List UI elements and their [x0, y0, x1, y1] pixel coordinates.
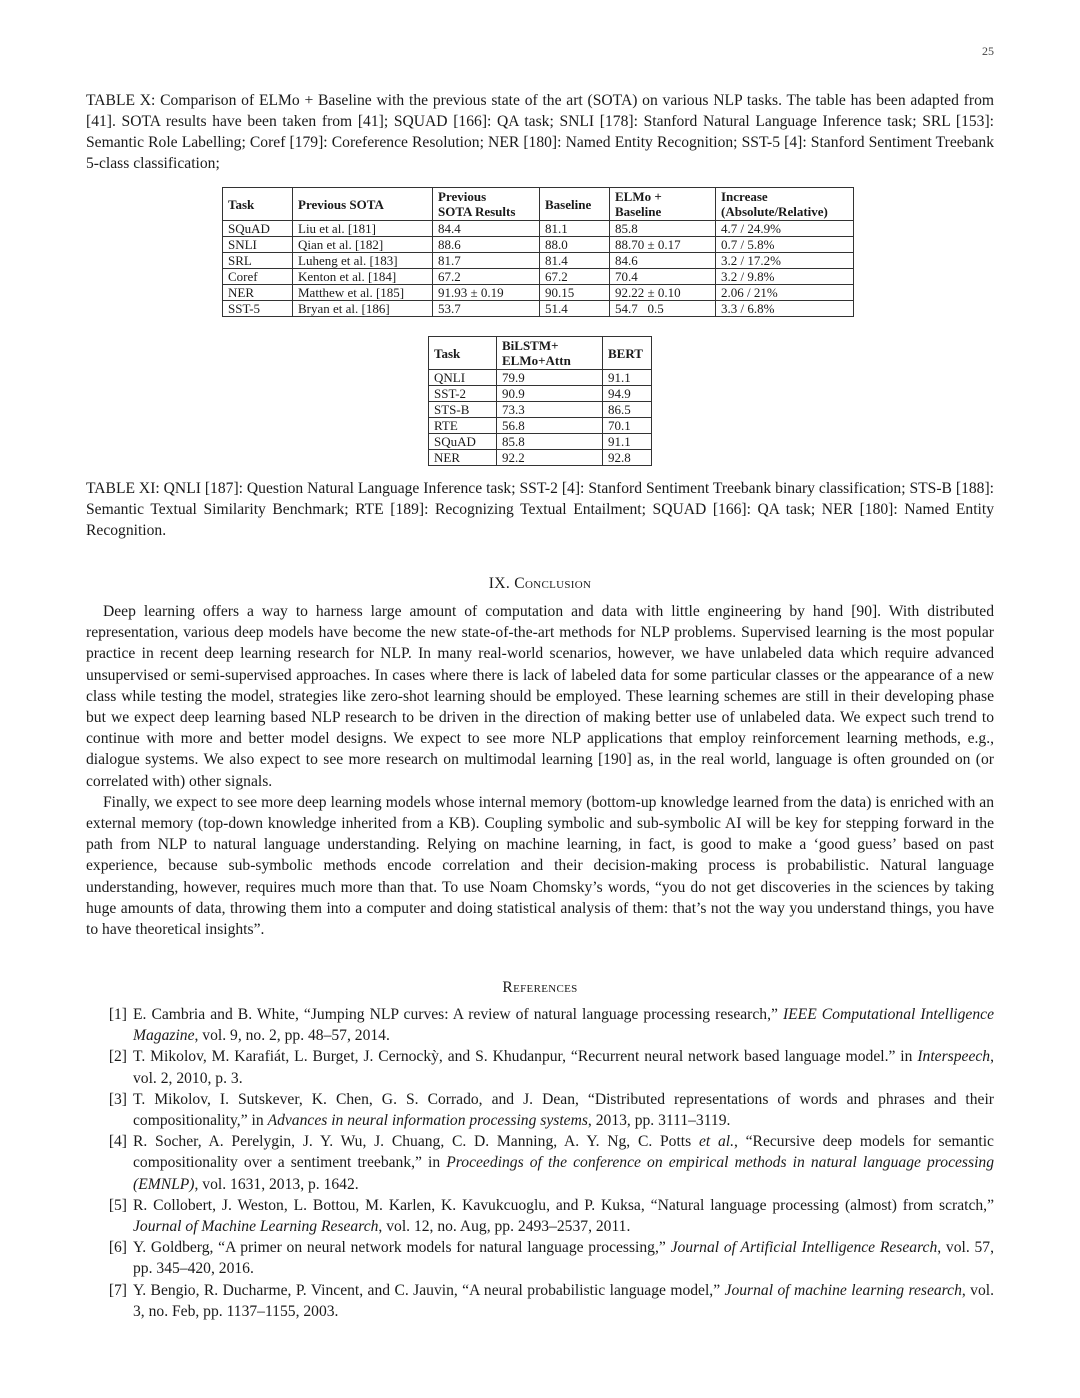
col-header-task [429, 337, 497, 370]
header-text: SOTA Results [438, 204, 516, 219]
table-row [223, 285, 854, 301]
reference-item [86, 1004, 994, 1046]
cell-task: NER [223, 285, 293, 301]
cell-previous-sota: Luheng et al. [183] [293, 253, 433, 269]
reference-authors-title: T. Mikolov, I. Sutskever, K. Chen, G. S. Corrado, and J. Dean, “Distributed representations of words and phrases and their compositionality,” in [133, 1090, 994, 1130]
section-title: Conclusion [514, 575, 592, 592]
col-header-previous-sota-results [433, 188, 540, 221]
cell-elmo-baseline: 85.8 [610, 221, 716, 237]
cell-bert: 91.1 [603, 370, 652, 386]
reference-authors-title: Y. Goldberg, “A primer on neural network models for natural language processing,” [133, 1239, 671, 1257]
reference-item [86, 1131, 994, 1195]
cell-task: STS-B [429, 402, 497, 418]
section-heading-conclusion [0, 575, 1080, 593]
reference-venue: Interspeech [917, 1048, 991, 1066]
table-row [429, 418, 652, 434]
cell-bert: 86.5 [603, 402, 652, 418]
table-row [223, 221, 854, 237]
cell-increase: 0.7 / 5.8% [716, 237, 854, 253]
header-text: Baseline [545, 196, 592, 212]
cell-previous-sota: Kenton et al. [184] [293, 269, 433, 285]
header-text: Task [434, 345, 461, 361]
page-number: 25 [982, 44, 994, 58]
reference-details: , 2013, pp. 3111–3119. [587, 1112, 731, 1130]
reference-details: , vol. 3, no. Feb, pp. 1137–1155, 2003. [133, 1281, 995, 1320]
cell-task: SNLI [223, 237, 293, 253]
reference-number: [1] [108, 1006, 127, 1023]
cell-previous-sota-results: 53.7 [433, 301, 540, 317]
reference-text [133, 1195, 994, 1237]
cell-increase: 4.7 / 24.9% [716, 221, 854, 237]
header-text: ELMo + [615, 189, 662, 204]
cell-increase: 3.2 / 9.8% [716, 269, 854, 285]
header-text: BiLSTM+ [502, 338, 559, 353]
table-row [429, 370, 652, 386]
cell-baseline: 51.4 [540, 301, 610, 317]
cell-task: SQuAD [429, 434, 497, 450]
cell-previous-sota-results: 67.2 [433, 269, 540, 285]
cell-previous-sota-results: 91.93 ± 0.19 [433, 285, 540, 301]
header-text: Task [228, 196, 255, 212]
header-text: Increase [721, 189, 768, 204]
cell-baseline: 88.0 [540, 237, 610, 253]
table-row [429, 386, 652, 402]
reference-details: , vol. 12, no. Aug, pp. 2493–2537, 2011. [378, 1218, 631, 1236]
reference-number: [4] [108, 1133, 127, 1151]
reference-list [86, 1004, 994, 1322]
cell-previous-sota: Matthew et al. [185] [293, 285, 433, 301]
table-x [222, 187, 854, 317]
section-number: IX. [488, 575, 511, 592]
cell-baseline: 81.1 [540, 221, 610, 237]
reference-text [133, 1280, 994, 1322]
cell-bilstm-elmo-attn: 73.3 [497, 402, 603, 418]
reference-venue: Proceedings of the conference on empirical methods in natural language processing (EMNLP) [133, 1154, 994, 1193]
reference-venue: Advances in neural information processing systems [267, 1112, 588, 1130]
cell-bilstm-elmo-attn: 90.9 [497, 386, 603, 402]
header-text: (Absolute/Relative) [721, 204, 828, 219]
col-header-bert [603, 337, 652, 370]
reference-text [133, 1237, 994, 1279]
reference-details: , vol. 2, 2010, p. 3. [133, 1048, 994, 1087]
col-header-increase [716, 188, 854, 221]
paragraph: Finally, we expect to see more deep learning models whose internal memory (bottom-up knowledge learned from the data) is enriched with an external memory (top-down knowledge inherited from a KB). Coupling symbolic and sub-symbolic AI will be key for stepping forward in the path from NLP to natural language understanding. Relying on machine learning, in fact, is good to make a ‘good guess’ based on past experience, because sub-symbolic methods encode correlation and their decision-making process is probabilistic. Natural language understanding, however, requires much more than that. To use Noam Chomsky’s words, “you do not get discoveries in the sciences by taking huge amounts of data, throwing them into a computer and doing statistical analysis of them: that’s not the way you understand things, you have to have theoretical insights”. [86, 793, 994, 939]
cell-baseline: 81.4 [540, 253, 610, 269]
cell-task: RTE [429, 418, 497, 434]
reference-details: , vol. 57, pp. 345–420, 2016. [133, 1239, 995, 1278]
reference-item [86, 1089, 994, 1131]
reference-number: [3] [108, 1090, 127, 1108]
reference-title: , “Recursive deep models for semantic compositionality over a sentiment treebank,” in [133, 1133, 994, 1172]
col-header-bilstm-elmo-attn [497, 337, 603, 370]
cell-elmo-baseline: 84.6 [610, 253, 716, 269]
cell-task: SRL [223, 253, 293, 269]
reference-item [86, 1195, 994, 1237]
reference-item [86, 1046, 994, 1088]
header-text: Baseline [615, 204, 662, 219]
reference-item [86, 1280, 994, 1322]
reference-authors-title: Y. Bengio, R. Ducharme, P. Vincent, and C. Jauvin, “A neural probabilistic language model,” [133, 1281, 725, 1299]
col-header-previous-sota [293, 188, 433, 221]
reference-number: [2] [108, 1048, 127, 1066]
cell-previous-sota-results: 88.6 [433, 237, 540, 253]
cell-bert: 70.1 [603, 418, 652, 434]
cell-bilstm-elmo-attn: 79.9 [497, 370, 603, 386]
cell-previous-sota: Qian et al. [182] [293, 237, 433, 253]
reference-number: [7] [108, 1281, 127, 1299]
header-text: ELMo+Attn [502, 353, 571, 368]
reference-et-al: et al. [698, 1133, 734, 1151]
reference-item [86, 1237, 994, 1279]
reference-venue: Journal of Machine Learning Research [133, 1218, 379, 1236]
cell-previous-sota-results: 84.4 [433, 221, 540, 237]
cell-task: SST-2 [429, 386, 497, 402]
reference-number: [6] [108, 1239, 127, 1257]
reference-authors-title: R. Collobert, J. Weston, L. Bottou, M. Karlen, K. Kavukcuoglu, and P. Kuksa, “Natural language processing (almost) from scratch,” [133, 1196, 994, 1214]
table-row [223, 269, 854, 285]
cell-task: SST-5 [223, 301, 293, 317]
cell-baseline: 67.2 [540, 269, 610, 285]
reference-text [133, 1089, 994, 1131]
cell-baseline: 90.15 [540, 285, 610, 301]
reference-authors-title: E. Cambria and B. White, “Jumping NLP curves: A review of natural language processing research,” [133, 1006, 783, 1023]
header-text: Previous SOTA [298, 196, 384, 212]
section-heading-references: References [502, 979, 578, 996]
header-text: BERT [608, 345, 643, 361]
table-xi [428, 336, 652, 466]
table-row [429, 450, 652, 466]
table-row [429, 434, 652, 450]
cell-bilstm-elmo-attn: 85.8 [497, 434, 603, 450]
table-row [223, 301, 854, 317]
cell-previous-sota-results: 81.7 [433, 253, 540, 269]
cell-bert: 94.9 [603, 386, 652, 402]
reference-authors-title: R. Socher, A. Perelygin, J. Y. Wu, J. Chuang, C. D. Manning, A. Y. Ng, C. Potts [133, 1133, 699, 1151]
table-row [429, 402, 652, 418]
table-row [223, 237, 854, 253]
reference-details: , vol. 1631, 2013, p. 1642. [194, 1175, 359, 1193]
cell-elmo-baseline: 54.7 0.5 [610, 301, 716, 317]
table-xi-caption: TABLE XI: QNLI [187]: Question Natural Language Inference task; SST-2 [4]: Stanford Sentiment Treebank binary classification; STS-B [188]: Semantic Textual Similarity Benchmark; RTE [189]: Recognizing Textual Entailment; SQUAD [166]: QA task; NER [180]: Named Entity Recognition. [86, 480, 994, 539]
header-text: Previous [438, 189, 487, 204]
cell-increase: 3.2 / 17.2% [716, 253, 854, 269]
reference-venue: Journal of machine learning research [724, 1281, 962, 1299]
conclusion-body [86, 601, 994, 940]
cell-increase: 2.06 / 21% [716, 285, 854, 301]
cell-elmo-baseline: 92.22 ± 0.10 [610, 285, 716, 301]
cell-bilstm-elmo-attn: 56.8 [497, 418, 603, 434]
reference-details: , vol. 9, no. 2, pp. 48–57, 2014. [194, 1027, 390, 1045]
reference-venue: IEEE Computational Intelligence Magazine [133, 1006, 994, 1045]
reference-text [133, 1131, 994, 1195]
col-header-baseline [540, 188, 610, 221]
cell-previous-sota: Liu et al. [181] [293, 221, 433, 237]
cell-elmo-baseline: 70.4 [610, 269, 716, 285]
col-header-task [223, 188, 293, 221]
cell-task: QNLI [429, 370, 497, 386]
col-header-elmo-baseline [610, 188, 716, 221]
cell-task: NER [429, 450, 497, 466]
cell-task: SQuAD [223, 221, 293, 237]
cell-task: Coref [223, 269, 293, 285]
reference-venue: Journal of Artificial Intelligence Research [670, 1239, 938, 1257]
reference-text [133, 1004, 994, 1046]
cell-elmo-baseline: 88.70 ± 0.17 [610, 237, 716, 253]
table-header-row [429, 337, 652, 370]
table-x-caption: TABLE X: Comparison of ELMo + Baseline with the previous state of the art (SOTA) on various NLP tasks. The table has been adapted from [41]. SOTA results have been taken from [41]; SQUAD [166]: QA task; SNLI [178]: Stanford Natural Language Inference task; SRL [153]: Semantic Role Labelling; Coref [179]: Coreference Resolution; NER [180]: Named Entity Recognition; SST-5 [4]: Stanford Sentiment Treebank 5-class classification; [86, 92, 994, 172]
cell-bilstm-elmo-attn: 92.2 [497, 450, 603, 466]
cell-increase: 3.3 / 6.8% [716, 301, 854, 317]
reference-authors-title: T. Mikolov, M. Karafiát, L. Burget, J. Cernockỳ, and S. Khudanpur, “Recurrent neural network based language model.” in [133, 1048, 918, 1066]
table-header-row [223, 188, 854, 221]
cell-previous-sota: Bryan et al. [186] [293, 301, 433, 317]
paragraph: Deep learning offers a way to harness large amount of computation and data with little engineering by hand [90]. With distributed representation, various deep models have become the new state-of-the-art methods for NLP problems. Supervised learning is the most popular practice in recent deep learning research for NLP. In many real-world scenarios, however, we have unlabeled data which require advanced unsupervised or semi-supervised approaches. In cases where there is lack of labeled data for some particular classes or the appearance of a new class while testing the model, strategies like zero-shot learning should be employed. These learning schemes are still in their developing phase but we expect deep learning based NLP research to be driven in the direction of making better use of unlabeled data. We expect such trend to continue with more and better model designs. We expect to see more NLP applications that employ reinforcement learning methods, e.g., dialogue systems. We also expect to see more research on multimodal learning [190] as, in the real world, language is often grounded on (or correlated with) other signals. [86, 603, 994, 790]
table-row [223, 253, 854, 269]
reference-number: [5] [108, 1196, 127, 1214]
cell-bert: 91.1 [603, 434, 652, 450]
reference-text [133, 1046, 994, 1088]
cell-bert: 92.8 [603, 450, 652, 466]
